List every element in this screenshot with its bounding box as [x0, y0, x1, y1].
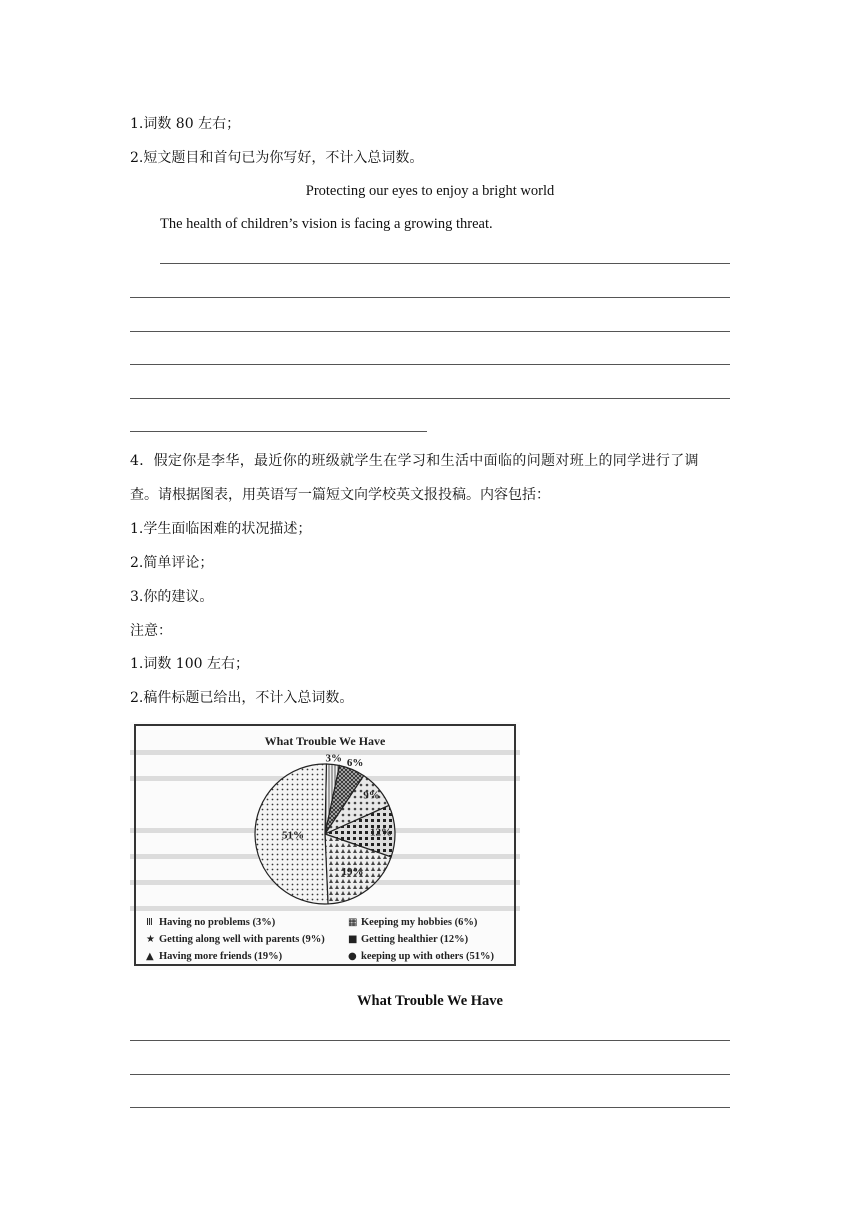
q4-prompt-line2: 查。请根据图表，用英语写一篇短文向学校英文报投稿。内容包括：: [130, 487, 550, 503]
pie-slice-label: 51%: [282, 829, 305, 842]
writing-line[interactable]: [130, 1074, 730, 1075]
legend-entry: Keeping my hobbies (6%): [361, 917, 478, 928]
pie-slice-label: 12%: [369, 826, 392, 839]
writing-line[interactable]: [130, 431, 427, 432]
legend-marker-icon: ★: [146, 934, 155, 945]
writing-line[interactable]: [130, 1040, 730, 1041]
pie-chart: [130, 722, 520, 970]
requirement-title-note: 2.短文题目和首句已为你写好，不计入总词数。: [130, 150, 424, 166]
legend-marker-icon: ▲: [146, 951, 154, 962]
pie-slice-label: 19%: [341, 865, 364, 878]
requirement-word-count: 1.词数 80 左右；: [130, 116, 241, 132]
q4-point-2: 2.简单评论；: [130, 555, 214, 571]
writing-line[interactable]: [130, 331, 730, 332]
chart-legend: [146, 917, 495, 962]
q4-point-3: 3.你的建议。: [130, 589, 214, 605]
legend-marker-icon: Ⅲ: [146, 917, 153, 928]
essay1-title: Protecting our eyes to enjoy a bright world: [305, 183, 555, 199]
q4-note-label: 注意：: [130, 623, 172, 639]
writing-line[interactable]: [130, 1107, 730, 1108]
writing-line[interactable]: [130, 398, 730, 399]
pie-chart-figure: [130, 722, 520, 970]
legend-entry: Having no problems (3%): [159, 917, 276, 928]
legend-marker-icon: ▦: [348, 917, 358, 928]
writing-line[interactable]: [130, 364, 730, 365]
legend-entry: Getting healthier (12%): [361, 934, 469, 945]
q4-note-2: 2.稿件标题已给出，不计入总词数。: [130, 690, 354, 706]
chart-title: What Trouble We Have: [264, 734, 386, 748]
legend-marker-icon: ●: [348, 951, 357, 962]
pie-slice-label: 9%: [363, 789, 380, 802]
legend-entry: Getting along well with parents (9%): [159, 934, 325, 945]
pie-slice-label: 3%: [325, 752, 343, 765]
pie-slice-label: 6%: [346, 757, 364, 770]
legend-marker-icon: ■: [348, 934, 358, 945]
legend-entry: keeping up with others (51%): [361, 951, 495, 962]
legend-entry: Having more friends (19%): [159, 951, 283, 962]
q4-note-1: 1.词数 100 左右；: [130, 656, 249, 672]
essay1-first-sentence: The health of children’s vision is facing a growing threat.: [160, 216, 493, 232]
writing-line[interactable]: [130, 297, 730, 298]
q4-point-1: 1.学生面临困难的状况描述；: [130, 521, 312, 537]
essay2-title: What Trouble We Have: [357, 993, 503, 1009]
writing-line[interactable]: [160, 263, 730, 264]
q4-prompt-line1: 4．假定你是李华，最近你的班级就学生在学习和生活中面临的问题对班上的同学进行了调: [130, 453, 699, 469]
